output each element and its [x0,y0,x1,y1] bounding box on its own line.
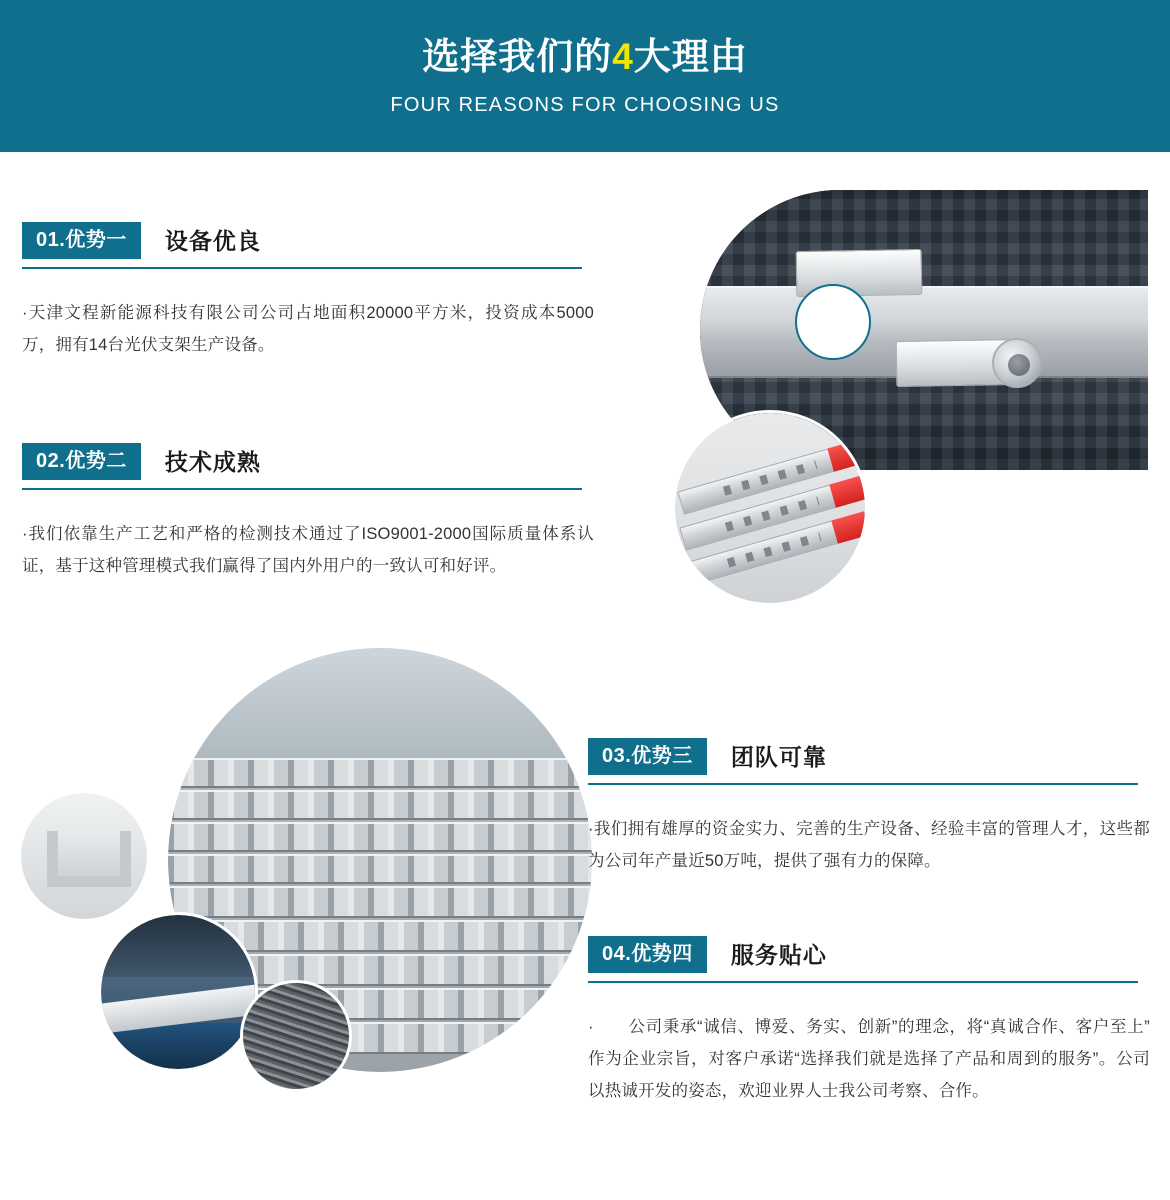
page-title-suffix: 大理由 [633,36,748,78]
feature-body-04: · 公司秉承“诚信、博爱、务实、创新”的理念，将“真诚合作、客户至上”作为企业宗旨，对客户承诺“选择我们就是选择了产品和周到的服务”。公司以热诚开发的姿态，欢迎业界人士我公司考察、合作。 [588,1018,1150,1101]
feature-tag-01: 01.优势一 [22,222,141,259]
roll-forming-machine-photo [98,912,258,1072]
feature-head-01 [22,222,594,259]
u-shaped-steel-profile-photo [18,790,150,922]
page-header [0,0,1170,152]
feature-rule-02 [22,488,582,490]
feature-head-02 [22,443,594,480]
feature-title-01: 设备优良 [164,228,261,254]
feature-body-01: ·天津文程新能源科技有限公司公司占地面积20000平方米，投资成本5000万，拥有14台光伏支架生产设备。 [22,304,594,355]
feature-block-02 [22,443,594,582]
feature-title-02: 技术成熟 [164,449,261,475]
page-title-prefix: 选择我们的 [422,36,613,78]
page-title-highlight: 4 [612,36,634,78]
feature-body-02: ·我们依靠生产工艺和严格的检测技术通过了ISO9001-2000国际质量体系认证，基于这种管理模式我们赢得了国内外用户的一致认可和好评。 [22,525,594,576]
feature-block-04 [588,936,1150,1108]
red-tipped-steel-rails-photo [672,410,868,606]
page-title [422,35,748,79]
feature-block-03 [588,738,1150,877]
decorative-circle-outline [795,284,871,360]
feature-rule-01 [22,267,582,269]
feature-head-03 [588,738,1150,775]
feature-title-03: 团队可靠 [730,744,827,770]
feature-rule-04 [588,981,1138,983]
feature-tag-02: 02.优势二 [22,443,141,480]
feature-tag-03: 03.优势三 [588,738,707,775]
feature-block-01 [22,222,594,361]
steel-bundle-cross-section-photo [240,980,352,1092]
feature-head-04 [588,936,1150,973]
feature-tag-04: 04.优势四 [588,936,707,973]
feature-body-03: ·我们拥有雄厚的资金实力、完善的生产设备、经验丰富的管理人才，这些都为公司年产量近50万吨，提供了强有力的保障。 [588,820,1150,871]
page-subtitle: FOUR REASONS FOR CHOOSING US [390,93,780,116]
feature-rule-03 [588,783,1138,785]
feature-title-04: 服务贴心 [730,942,827,968]
